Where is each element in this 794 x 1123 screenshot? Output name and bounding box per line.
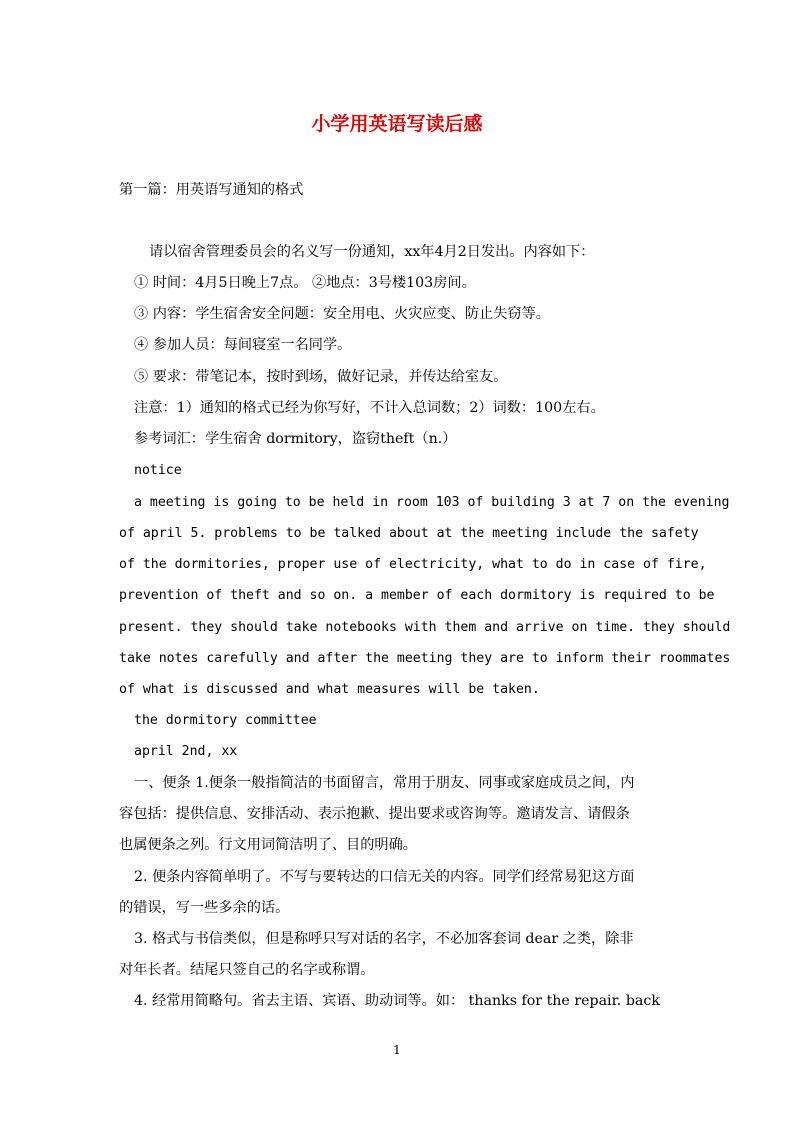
paragraph-line: 2. 便条内容简单明了。不写与要转达的口信无关的内容。同学们经常易犯这方面 — [134, 869, 635, 885]
paragraph-line: 一、便条 1.便条一般指简洁的书面留言，常用于朋友、同事或家庭成员之间，内 — [134, 775, 635, 791]
paragraph-line: 对年长者。结尾只签自己的名字或称谓。 — [119, 962, 375, 978]
paragraph-line: 3. 格式与书信类似，但是称呼只写对话的名字，不必加客套词 dear 之类，除非 — [134, 931, 634, 947]
paragraph-line: 4. 经常用简略句。省去主语、宾语、助动词等。如： thanks for the repair. back — [134, 993, 660, 1009]
paragraph-line: 注意：1）通知的格式已经为你写好，不计入总词数；2）词数：100左右。 — [134, 400, 605, 416]
notice-body-line: a meeting is going to be held in room 103 of building 3 at 7 on the evening — [134, 495, 730, 510]
notice-body-line: present. they should take notebooks with them and arrive on time. they should — [119, 620, 731, 635]
notice-body-line: of what is discussed and what measures will be taken. — [119, 682, 540, 697]
notice-body-line: prevention of theft and so on. a member of each dormitory is required to be — [119, 588, 715, 603]
paragraph-line: ③ 内容：学生宿舍安全问题：安全用电、火灾应变、防止失窃等。 — [134, 306, 550, 322]
notice-heading: notice — [134, 463, 182, 478]
paragraph-line: ④ 参加人员：每间寝室一名同学。 — [134, 337, 352, 353]
section-heading: 第一篇：用英语写通知的格式 — [119, 182, 304, 198]
paragraph-line: ⑤ 要求：带笔记本，按时到场，做好记录，并传达给室友。 — [134, 369, 508, 385]
paragraph-line: 参考词汇：学生宿舍 dormitory，盗窃theft（n.） — [134, 431, 457, 447]
notice-date: april 2nd, xx — [134, 744, 238, 759]
notice-body-line: of the dormitories, proper use of electricity, what to do in case of fire, — [119, 557, 707, 572]
paragraph-line: 容包括：提供信息、安排活动、表示抱歉、提出要求或咨询等。邀请发言、请假条 — [119, 806, 630, 822]
page-number: 1 — [393, 1043, 401, 1057]
notice-signature: the dormitory committee — [134, 713, 317, 728]
document-title: 小学用英语写读后感 — [311, 113, 483, 135]
notice-body-line: take notes carefully and after the meeting they are to inform their roommates — [119, 651, 731, 666]
paragraph-line: ① 时间：4月5日晚上7点。 ②地点：3号楼103房间。 — [134, 275, 476, 291]
paragraph-line: 也属便条之列。行文用词简洁明了、目的明确。 — [119, 837, 417, 853]
notice-body-line: of april 5. problems to be talked about at the meeting include the safety — [119, 526, 699, 541]
paragraph-line: 请以宿舍管理委员会的名义写一份通知，xx年4月2日发出。内容如下： — [149, 244, 595, 260]
paragraph-line: 的错误，写一些多余的话。 — [119, 900, 290, 916]
